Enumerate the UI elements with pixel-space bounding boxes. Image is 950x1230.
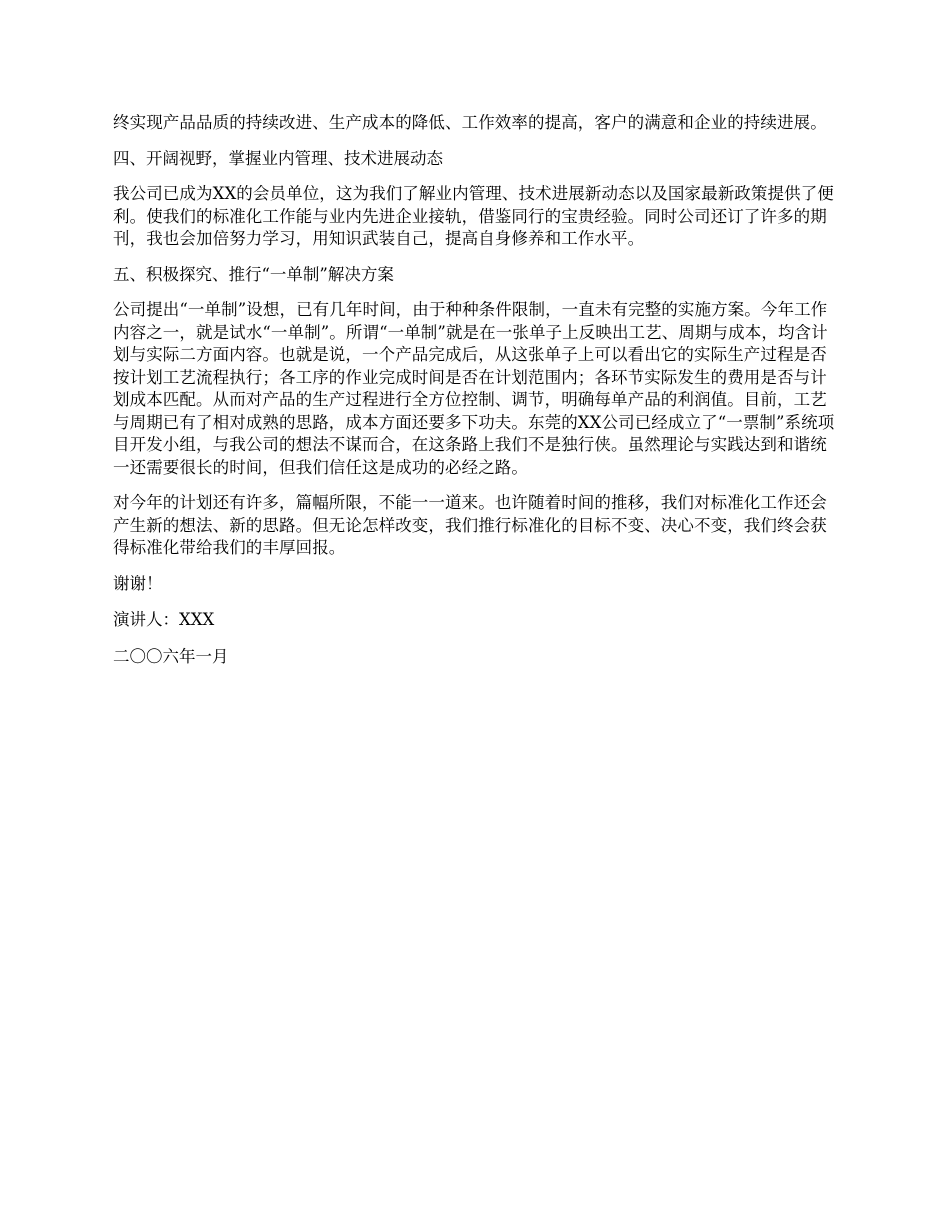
section-heading-five: 五、积极探究、推行“一单制”解决方案 bbox=[113, 264, 394, 284]
paragraph-closing: 对今年的计划还有许多，篇幅所限，不能一一道来。也许随着时间的推移，我们对标准化工作还会产生新的想法、新的思路。但无论怎样改变，我们推行标准化的目标不变、决心不变，我们终会获得标准化带给我们的丰厚回报。 bbox=[113, 493, 827, 557]
paragraph-conclusion-continued: 终实现产品品质的持续改进、生产成本的降低、工作效率的提高，客户的满意和企业的持续进展。 bbox=[113, 113, 827, 132]
document-page bbox=[113, 112, 840, 682]
date-line: 二〇〇六年一月 bbox=[113, 646, 229, 666]
thanks-line: 谢谢！ bbox=[113, 573, 163, 593]
paragraph-membership: 我公司已成为XX的会员单位，这为我们了解业内管理、技术进展新动态以及国家最新政策提供了便利。使我们的标准化工作能与业内先进企业接轨，借鉴同行的宝贵经验。同时公司还订了许多的期刊，我也会加倍努力学习，用知识武装自己，提高自身修养和工作水平。 bbox=[113, 184, 834, 248]
section-heading-four: 四、开阔视野，掌握业内管理、技术进展动态 bbox=[113, 148, 443, 168]
speaker-line: 演讲人：XXX bbox=[113, 610, 215, 629]
paragraph-one-order-system: 公司提出“一单制”设想，已有几年时间，由于种种条件限制，一直未有完整的实施方案。今年工作内容之一，就是试水“一单制”。所谓“一单制”就是在一张单子上反映出工艺、周期与成本，均含计划与实际二方面内容。也就是说，一个产品完成后，从这张单子上可以看出它的实际生产过程是否按计划工艺流程执行；各工序的作业完成时间是否在计划范围内；各环节实际发生的费用是否与计划成本匹配。从而对产品的生产过程进行全方位控制、调节，明确每单产品的利润值。目前，工艺与周期已有了相对成熟的思路，成本方面还要多下功夫。东莞的XX公司已经成立了“一票制”系统项目开发小组，与我公司的想法不谋而合，在这条路上我们不是独行侠。虽然理论与实践达到和谐统一还需要很长的时间，但我们信任这是成功的必经之路。 bbox=[113, 300, 835, 477]
